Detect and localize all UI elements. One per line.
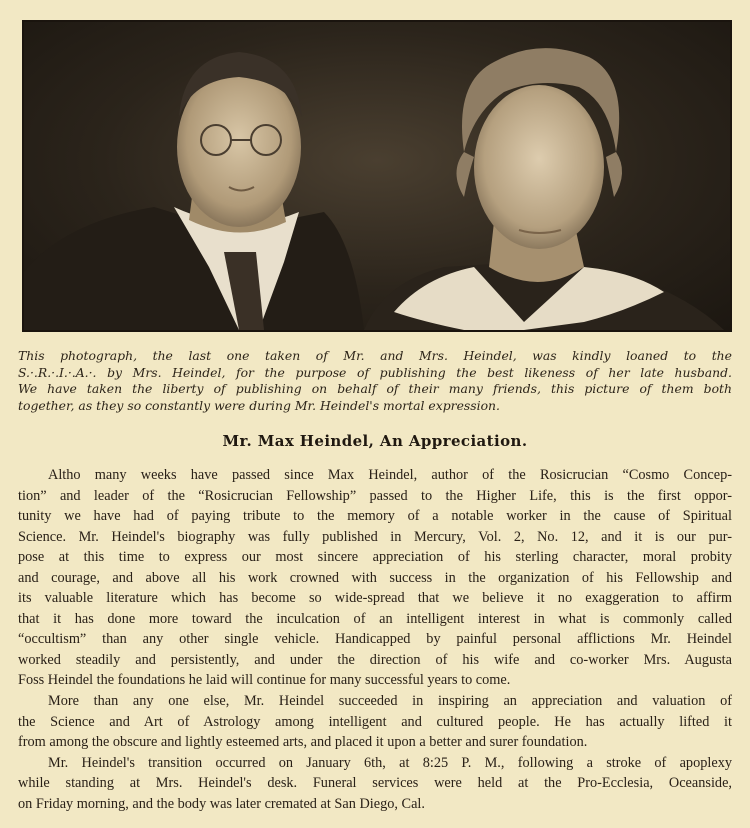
paragraph-line: from among the obscure and lightly esteemed arts, and placed it upon a better and surer foundation. — [18, 734, 588, 751]
article-heading: Mr. Max Heindel, An Appreciation. — [222, 432, 528, 450]
paragraph-line: and courage, and above all his work crowned with success in the organization of his Fellowship and — [18, 569, 732, 586]
paragraph-line: tunity we have had of paying tribute to the memory of a notable worker in the cause of Spiritual — [18, 508, 732, 525]
paragraph — [18, 465, 732, 691]
paragraph-line: on Friday morning, and the body was later cremated at San Diego, Cal. — [18, 795, 425, 812]
paragraph-line: tion” and leader of the “Rosicrucian Fellowship” passed to the Higher Life, this is the first oppor- — [18, 487, 732, 504]
paragraph-line: the Science and Art of Astrology among intelligent and cultured people. He has actually lifted it — [18, 713, 732, 730]
article-body — [18, 465, 732, 814]
paragraph — [18, 691, 732, 753]
paragraph-line: Mr. Heindel's transition occurred on January 6th, at 8:25 P. M., following a stroke of apoplexy — [48, 754, 732, 771]
paragraph-line: Science. Mr. Heindel's biography was fully published in Mercury, Vol. 2, No. 12, and it is our pur- — [18, 528, 732, 545]
paragraph — [18, 753, 732, 815]
paragraph-line: Altho many weeks have passed since Max Heindel, author of the Rosicrucian “Cosmo Concep- — [48, 467, 732, 483]
caption-line: S.·.R.·.I.·.A.·. by Mrs. Heindel, for the purpose of publishing the best likeness of her late husband. — [18, 364, 732, 380]
photo-caption — [18, 348, 732, 414]
paragraph-line: More than any one else, Mr. Heindel succeeded in inspiring an appreciation and valuation of — [48, 693, 732, 710]
paragraph-line: pose at this time to express our most sincere appreciation of his sterling character, moral probity — [18, 549, 732, 566]
paragraph-line: while standing at Mrs. Heindel's desk. Funeral services were held at the Pro-Ecclesia, Oceanside, — [18, 775, 732, 792]
paragraph-line: that it has done more toward the inculcation of an intelligent interest in what is commonly called — [18, 610, 732, 627]
caption-line: We have taken the liberty of publishing on behalf of their many friends, this picture of them both — [18, 381, 732, 397]
caption-line: together, as they so constantly were during Mr. Heindel's mortal expression. — [18, 397, 500, 413]
portrait-illustration — [24, 22, 730, 330]
paragraph-line: “occultism” than any other single vehicle. Handicapped by painful personal afflictions Mr. Heindel — [18, 631, 732, 648]
paragraph-line: its valuable literature which has become so wide-spread that we believe it no exaggeration to affirm — [18, 590, 732, 607]
caption-line: This photograph, the last one taken of Mr. and Mrs. Heindel, was kindly loaned to the — [18, 348, 732, 363]
portrait-photograph — [22, 20, 732, 332]
paragraph-line: Foss Heindel the foundations he laid will continue for many successful years to come. — [18, 672, 511, 689]
paragraph-line: worked steadily and persistently, and under the direction of his wife and co-worker Mrs. Augusta — [18, 651, 732, 668]
